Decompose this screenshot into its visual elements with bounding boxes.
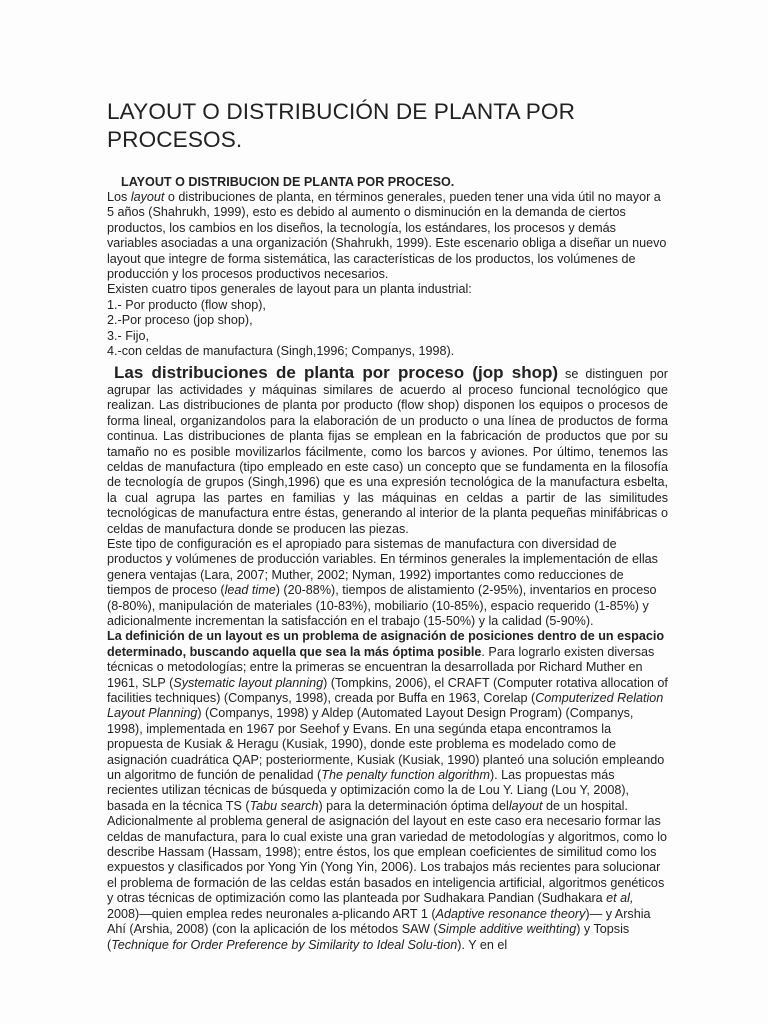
text-span: de un hospital. Adicionalmente al problema general de asignación del layout en este caso era necesario formar las celdas de manufactura, para lo cual existe una gran variedad de metodologías y algoritmos, como lo describe Hassam (Hassam, 1998); entre éstos, los que emplean coeficientes de similitud como los expuestos y clasificados por Yong Yin (Yong Yin, 2006). Los trabajos más recientes para solucionar el problema de formación de las celdas están basados en inteligencia artificial, algoritmos genéticos y otras técnicas de optimización como las planteada por Sudhakara Pandian (Sudhakara bbox=[107, 798, 668, 906]
types-intro: Existen cuatro tipos generales de layout para un planta industrial: bbox=[107, 282, 472, 297]
lead-paragraph bbox=[107, 363, 668, 536]
definition-paragraph bbox=[107, 629, 668, 953]
italic-term: lead time bbox=[224, 583, 276, 598]
list-item: 2.-Por proceso (jop shop), bbox=[107, 313, 253, 328]
text-span: ) para la determinación óptima del bbox=[318, 798, 509, 813]
text-span: Este tipo de configuración es el apropiado para sistemas de manufactura con diversidad de productos y volúmenes de producción variables. En términos generales la implementación de ellas genera ventajas (Lara, 2007; Muther, 2002; Nyman, 1992) importantes como reducciones de tiempos de proceso ( bbox=[107, 536, 658, 598]
list-item: 3.- Fijo, bbox=[107, 328, 149, 343]
text-span: se distinguen por agrupar las actividades y máquinas similares de acuerdo al proceso funcional tecnológico que realizan. Las distribuciones de planta por producto (flow shop) disponen los equipos o procesos de forma lineal, organizandolos para la elaboración de un producto o una línea de productos de forma continua. Las distribuciones de planta fijas se emplean en la fabricación de productos que por su tamaño no es posible movilizarlos fácilmente, como los barcos y aviones. Por último, tenemos las celdas de manufactura (tipo empleado en este caso) un concepto que se fundamenta en la filosofía de tecnología de grupos (Singh,1996) que es una expresión tecnológica de la manufactura esbelta, la cual agrupa las partes en familias y las máquinas en celdas a partir de las similitudes tecnológicas de manufactura entre éstas, generando al interior de la planta pequeñas minifábricas o celdas de manufactura donde se producen las piezas. bbox=[107, 367, 668, 536]
italic-term: Adaptive resonance theory bbox=[435, 906, 586, 921]
intro-paragraph bbox=[107, 190, 668, 282]
page-title: LAYOUT O DISTRIBUCIÓN DE PLANTA POR PROCESOS. bbox=[107, 99, 576, 152]
bold-statement: La definición de un layout es un problema de asignación de posiciones dentro de un espacio determinado, buscando aquella que sea la más óptima posible bbox=[107, 629, 665, 659]
text-span: ) (20-88%), tiempos de alistamiento (2-95%), inventarios en proceso (8-80%), manipulación de materiales (10-83%), mobiliario (10-85%), espacio requerido (1-85%) y adicionalmente incrementan la satisfacción en el trabajo (15-50%) y la calidad (5-90%). bbox=[107, 583, 657, 628]
italic-term: layout bbox=[130, 190, 165, 204]
italic-term: Systematic layout planning bbox=[173, 675, 324, 690]
list-item: 1.- Por producto (flow shop), bbox=[107, 297, 266, 312]
italic-term: The penalty function algorithm bbox=[321, 768, 490, 783]
text-span: 2008)—quien emplea redes neuronales a-plicando ART 1 ( bbox=[107, 906, 436, 921]
text-span: ) y Topsis ( bbox=[107, 922, 630, 952]
config-paragraph bbox=[107, 537, 668, 629]
text-span: . Para lograrlo existen diversas técnicas o metodologías; entre la primeras se encuentran la desarrollada por Richard Muther en 1961, SLP ( bbox=[107, 644, 655, 690]
section-heading: LAYOUT O DISTRIBUCION DE PLANTA POR PROCESO. bbox=[121, 175, 455, 189]
italic-term: Computerized Relation Layout Planning bbox=[107, 691, 664, 721]
italic-term: Technique for Order Preference by Similarity to Ideal Solu-tion bbox=[111, 937, 458, 952]
text-span: Los bbox=[107, 190, 131, 204]
list-item: 4.-con celdas de manufactura (Singh,1996; Companys, 1998). bbox=[107, 344, 455, 359]
text-span: )— y Arshia Ahí (Arshia, 2008) (con la aplicación de los métodos SAW ( bbox=[107, 906, 651, 937]
italic-term: Tabu search bbox=[249, 798, 319, 813]
italic-term: et al, bbox=[606, 891, 634, 906]
document-body bbox=[107, 190, 668, 953]
text-span: o distribuciones de planta, en términos generales, pueden tener una vida útil no mayor a 5 años (Shahrukh, 1999), esto es debido al aumento o disminución en la demanda de ciertos productos, los cambios en los diseños, la tecnología, los estándares, los procesos y demás variables asociadas a una organización (Shahrukh, 1999). Este escenario obliga a diseñar un nuevo layout que integre de forma sistemática, las características de los productos, los volúmenes de producción y los procesos productivos necesarios. bbox=[107, 190, 667, 282]
text-span: ) (Companys, 1998) y Aldep (Automated Layout Design Program) (Companys, 1998), implementada en 1967 por Seehof y Evans. En una segúnda etapa encontramos la propuesta de Kusiak & Heragu (Kusiak, 1990), donde este problema es modelado como de asignación cuadrática QAP; posteriormente, Kusiak (Kusiak, 1990) planteó una solución empleando un algoritmo de función de penalidad ( bbox=[107, 706, 665, 783]
italic-term: layout bbox=[508, 798, 543, 813]
text-span: ). Las propuestas más recientes utilizan técnicas de búsqueda y optimización como la de Lou Y. Liang (Lou Y, 2008), basada en la técnica TS ( bbox=[107, 768, 630, 813]
text-span: ). Y en el bbox=[457, 937, 508, 952]
text-span: ) (Tompkins, 2006), el CRAFT (Computer rotativa allocation of facilities techniques) (Companys, 1998), creada por Buffa en 1963, Corelap ( bbox=[107, 675, 668, 705]
italic-term: Simple additive weithting bbox=[437, 922, 577, 937]
lead-heading: Las distribuciones de planta por proceso (jop shop) bbox=[114, 363, 559, 383]
